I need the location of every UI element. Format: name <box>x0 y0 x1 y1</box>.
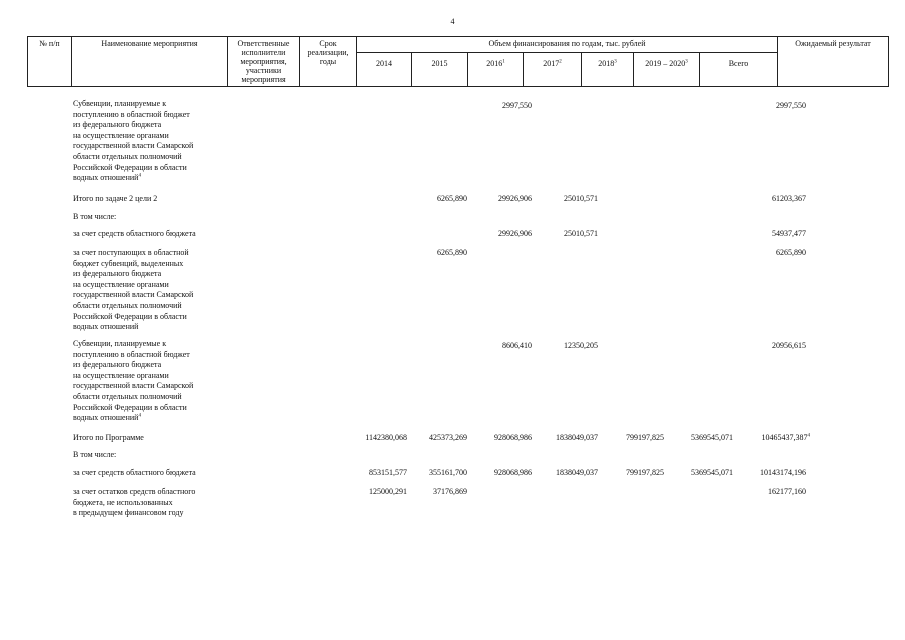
year-2018-footnote: 3 <box>614 59 617 65</box>
year-2018-text: 2018 <box>598 59 615 68</box>
header-financing: Объем финансирования по годам, тыс. рублей <box>357 37 778 53</box>
year-2016-text: 2016 <box>486 59 503 68</box>
cell-2018: 799197,825 <box>626 468 664 477</box>
row-label: за счет поступающих в областной бюджет субвенций, выделенных из федерального бюджета на осуществление органами государственной власти Самарской области отдельных полномочий Российской Федерации в области водных отношений <box>73 248 194 332</box>
cell-total: 54937,477 <box>772 229 806 238</box>
row-label: за счет средств областного бюджета <box>73 229 196 238</box>
header-year-2016 <box>468 53 524 87</box>
cell-2019-2020: 5369545,071 <box>691 433 733 442</box>
row-label-footnote: 4 <box>138 413 141 419</box>
header-year-2019-2020 <box>634 53 700 87</box>
row-label: Итого по Программе <box>73 433 144 442</box>
year-2019-text: 2019 – 2020 <box>645 59 686 68</box>
page-number: 4 <box>450 17 455 26</box>
header-term: Срок реализации, годы <box>300 37 357 87</box>
cell-2017: 12350,205 <box>564 341 598 350</box>
header-name: Наименование мероприятия <box>72 37 228 87</box>
cell-2016: 8606,410 <box>502 341 532 350</box>
cell-2017: 1838049,037 <box>556 433 598 442</box>
cell-2017: 25010,571 <box>564 229 598 238</box>
row-label <box>73 99 243 184</box>
cell-2015: 425373,269 <box>429 433 467 442</box>
row-label: В том числе: <box>73 212 117 221</box>
cell-total-footnote: 4 <box>807 433 810 439</box>
cell-2016: 29926,906 <box>498 194 532 203</box>
year-2016-footnote: 1 <box>502 59 505 65</box>
row-label: В том числе: <box>73 450 117 459</box>
cell-2016: 928068,986 <box>494 433 532 442</box>
header-number: № п/п <box>28 37 72 87</box>
cell-2014: 853151,577 <box>369 468 407 477</box>
row-label <box>73 339 243 424</box>
cell-2016: 928068,986 <box>494 468 532 477</box>
row-label: за счет остатков средств областного бюджета, не использованных в предыдущем финансовом году <box>73 487 196 518</box>
cell-total: 10143174,196 <box>760 468 806 477</box>
header-year-2017 <box>524 53 582 87</box>
header-total: Всего <box>700 53 778 87</box>
header-year-2015: 2015 <box>412 53 468 87</box>
row-label-footnote: 4 <box>138 173 141 179</box>
cell-total: 6265,890 <box>776 248 806 257</box>
cell-total <box>762 433 811 443</box>
cell-total-text: 10465437,387 <box>761 433 808 442</box>
cell-2017: 25010,571 <box>564 194 598 203</box>
row-label: Итого по задаче 2 цели 2 <box>73 194 158 203</box>
header-year-2014: 2014 <box>357 53 412 87</box>
row-label-text: Субвенции, планируемые к поступлению в областной бюджет из федерального бюджета на осуществление органами государственной власти Самарской области отдельных полномочий Российской Федерации в области водных отношений <box>73 339 194 423</box>
cell-2015: 6265,890 <box>437 248 467 257</box>
header-year-2018 <box>582 53 634 87</box>
header-responsible: Ответственные исполнители мероприятия, участники мероприятия <box>228 37 300 87</box>
row-label-text: Субвенции, планируемые к поступлению в областной бюджет из федерального бюджета на осуществление органами государственной власти Самарской области отдельных полномочий Российской Федерации в области водных отношений <box>73 99 194 183</box>
cell-total: 162177,160 <box>768 487 806 496</box>
cell-total: 61203,367 <box>772 194 806 203</box>
cell-2016: 2997,550 <box>502 101 532 110</box>
cell-2014: 125000,291 <box>369 487 407 496</box>
cell-2015: 37176,869 <box>433 487 467 496</box>
cell-2019-2020: 5369545,071 <box>691 468 733 477</box>
year-2017-text: 2017 <box>543 59 560 68</box>
cell-total: 20956,615 <box>772 341 806 350</box>
cell-2015: 355161,700 <box>429 468 467 477</box>
row-label: за счет средств областного бюджета <box>73 468 196 477</box>
cell-2014: 1142380,068 <box>365 433 407 442</box>
cell-2017: 1838049,037 <box>556 468 598 477</box>
cell-total: 2997,550 <box>776 101 806 110</box>
year-2017-footnote: 2 <box>559 59 562 65</box>
budget-table-header <box>27 36 889 87</box>
cell-2015: 6265,890 <box>437 194 467 203</box>
year-2019-footnote: 3 <box>685 59 688 65</box>
cell-2016: 29926,906 <box>498 229 532 238</box>
header-result: Ожидаемый результат <box>778 37 889 87</box>
cell-2018: 799197,825 <box>626 433 664 442</box>
